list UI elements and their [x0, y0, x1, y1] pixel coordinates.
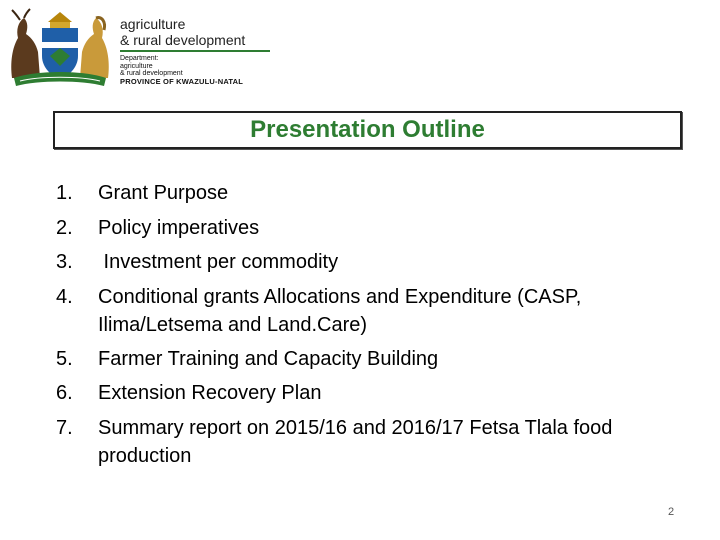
- province-name: PROVINCE OF KWAZULU-NATAL: [120, 76, 244, 86]
- outline-text: Summary report on 2015/16 and 2016/17 Fetsa Tlala food production: [98, 416, 613, 467]
- outline-number: 3.: [56, 251, 73, 273]
- outline-item: [56, 245, 696, 280]
- outline-number: 1.: [56, 182, 73, 204]
- slide-title: Presentation Outline: [250, 116, 485, 143]
- outline-item: [56, 211, 696, 246]
- page-number: 2: [668, 506, 675, 518]
- outline-text: Investment per commodity: [98, 251, 339, 273]
- outline-text: Farmer Training and Capacity Building: [98, 347, 439, 370]
- outline-text: Policy imperatives: [98, 216, 260, 239]
- outline-text: Extension Recovery Plan: [98, 382, 322, 404]
- brand-divider: [120, 50, 270, 52]
- outline-item: [56, 376, 696, 411]
- header: [6, 8, 276, 88]
- kwazulu-natal-coat-of-arms-logo: [6, 8, 114, 88]
- outline-text: Grant Purpose: [98, 182, 229, 204]
- outline-number: 4.: [56, 285, 73, 308]
- outline-number: 2.: [56, 216, 73, 239]
- outline-number: 7.: [56, 416, 73, 439]
- dept-label: Department:: [120, 55, 159, 62]
- dept-name-line-2: & rural development: [120, 70, 183, 77]
- outline-item: [56, 411, 696, 473]
- title-box: [53, 111, 682, 149]
- outline-number: 5.: [56, 347, 73, 370]
- brand-line-2: & rural development: [120, 32, 246, 48]
- department-branding: [120, 16, 272, 86]
- outline-text: Conditional grants Allocations and Expenditure (CASP, Ilima/Letsema and Land.Care): [98, 285, 582, 336]
- outline-item: [56, 342, 696, 377]
- outline-item: [56, 176, 696, 211]
- brand-line-1: agriculture: [120, 16, 186, 32]
- dept-name-line-1: agriculture: [120, 62, 153, 70]
- outline-item: [56, 280, 696, 342]
- outline-list: [56, 176, 696, 473]
- outline-number: 6.: [56, 382, 73, 404]
